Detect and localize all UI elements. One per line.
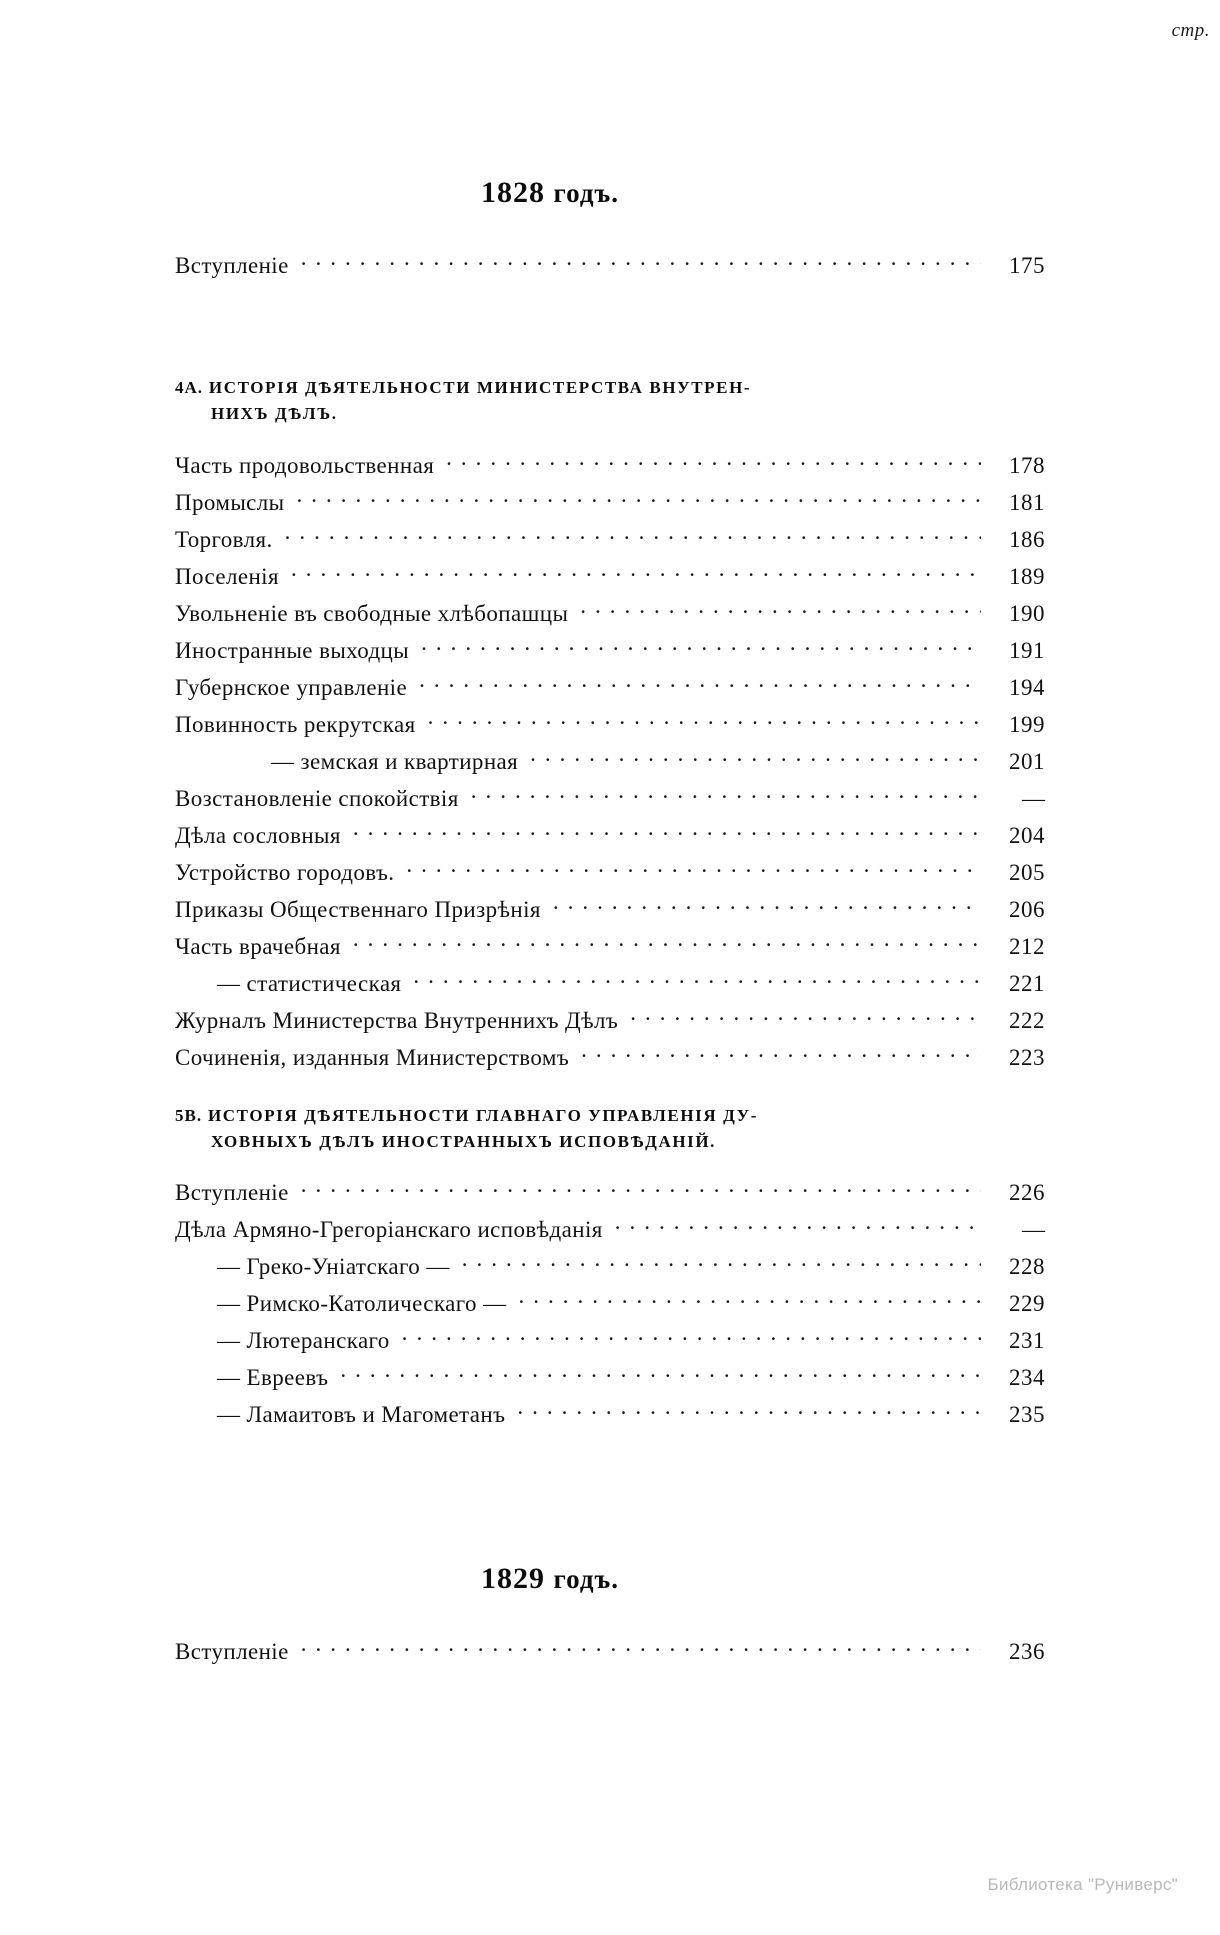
toc-entry-label: Сочиненія, изданныя Министерствомъ — [175, 1044, 570, 1070]
spacer — [175, 1436, 1045, 1526]
toc-entry-label: Увольненіе въ свободные хлѣбопашцы — [175, 600, 569, 626]
year-word: годъ. — [553, 178, 619, 208]
leader-dots — [518, 1288, 981, 1311]
toc-entry-label: — статистическая — [217, 970, 402, 996]
toc-entry[interactable] — [175, 450, 1045, 477]
toc-entry-sub[interactable] — [175, 1399, 1045, 1426]
toc-entry-label: Повинность рекрутская — [175, 711, 416, 737]
toc-entry[interactable] — [175, 1177, 1045, 1204]
leader-dots — [301, 1177, 981, 1200]
toc-entry-page: 236 — [1009, 1639, 1045, 1665]
toc-entry-label: Часть продовольственная — [175, 452, 435, 478]
toc-entry-sub[interactable] — [175, 1288, 1045, 1315]
year-word: годъ. — [553, 1564, 619, 1595]
library-watermark: Библиотека "Руниверс" — [987, 1875, 1178, 1894]
section-number: 5B. — [175, 1105, 203, 1125]
toc-entry-page: 205 — [1009, 859, 1045, 885]
toc-entry-page: 178 — [1009, 452, 1045, 478]
toc-entry-page: 175 — [1009, 253, 1045, 278]
toc-entry-sub[interactable] — [175, 1362, 1045, 1389]
spacer — [175, 285, 1045, 341]
toc-entry-page: 194 — [1009, 674, 1045, 700]
toc-entry[interactable] — [175, 487, 1045, 514]
toc-entry-intro-1829[interactable] — [175, 1636, 1045, 1663]
year-number: 1829 — [481, 1562, 546, 1596]
toc-entry[interactable] — [175, 709, 1045, 736]
section-heading-5b — [175, 1103, 1045, 1156]
year-heading-1828 — [175, 176, 1045, 210]
toc-entry[interactable] — [175, 598, 1045, 625]
leader-dots — [462, 1251, 981, 1274]
toc-entry-page: 204 — [1009, 822, 1045, 848]
toc-entry-page: 190 — [1009, 600, 1045, 626]
toc-list-5b — [175, 1177, 1045, 1426]
toc-entry[interactable] — [175, 783, 1045, 810]
leader-dots — [428, 709, 981, 732]
toc-entry[interactable] — [175, 894, 1045, 921]
toc-list-4a — [175, 450, 1045, 1069]
toc-entry-label: — Греко-Уніатскаго — — [217, 1254, 450, 1280]
toc-entry-page: 199 — [1009, 711, 1045, 737]
toc-entry-label: Иностранные выходцы — [175, 637, 410, 663]
year-heading-1829 — [175, 1562, 1045, 1596]
leader-dots — [301, 1636, 981, 1659]
leader-dots — [421, 635, 981, 658]
toc-entry-label: Дѣла Армяно-Грегоріанскаго исповѣданія — [175, 1217, 603, 1243]
section-title-line-1: ИСТОРІЯ ДѢЯТЕЛЬНОСТИ МИНИСТЕРСТВА ВНУТРЕН- — [208, 378, 752, 397]
toc-entry-label: Вступленіе — [175, 1639, 289, 1665]
toc-entry[interactable] — [175, 931, 1045, 958]
toc-entry-page: 223 — [1009, 1044, 1045, 1070]
toc-entry-page: 222 — [1009, 1007, 1045, 1033]
toc-entry-intro-1828[interactable] — [175, 250, 1045, 277]
toc-entry-sub[interactable] — [175, 1251, 1045, 1278]
toc-entry[interactable] — [175, 1042, 1045, 1069]
section-heading-4a — [175, 375, 1045, 428]
toc-entry-page: 226 — [1009, 1180, 1045, 1206]
toc-entry-label: Губернское управленіе — [175, 674, 408, 700]
leader-dots — [581, 1042, 981, 1065]
toc-entry-label: Дѣла сословныя — [175, 822, 341, 848]
column-header-page-label: стр. — [1171, 20, 1210, 41]
toc-entry-page: 191 — [1009, 637, 1045, 663]
toc-entry-sub[interactable] — [175, 1325, 1045, 1352]
toc-entry-label: — Ламаитовъ и Магометанъ — [217, 1402, 506, 1428]
toc-entry-page: 212 — [1009, 933, 1045, 959]
toc-entry[interactable] — [175, 524, 1045, 551]
leader-dots — [301, 250, 981, 273]
toc-entry[interactable] — [175, 1005, 1045, 1032]
leader-dots — [353, 820, 981, 843]
toc-entry[interactable] — [175, 635, 1045, 662]
leader-dots — [340, 1362, 981, 1385]
toc-entry-sub[interactable] — [175, 746, 1045, 773]
toc-entry-page: 181 — [1009, 489, 1045, 515]
toc-entry-label: Журналъ Министерства Внутреннихъ Дѣлъ — [175, 1007, 619, 1033]
section-title-line-2: НИХЪ ДѢЛЪ. — [211, 404, 338, 424]
leader-dots — [517, 1399, 981, 1422]
toc-entry-page: 235 — [1009, 1402, 1045, 1428]
toc-entry-label: Устройство городовъ. — [175, 859, 395, 885]
toc-entry[interactable] — [175, 672, 1045, 699]
toc-entry-page: 231 — [1009, 1328, 1045, 1354]
toc-entry-page: 234 — [1009, 1365, 1045, 1391]
toc-entry-page: — — [1022, 1217, 1045, 1243]
toc-entry[interactable] — [175, 561, 1045, 588]
leader-dots — [406, 857, 981, 880]
toc-entry-label: Приказы Общественнаго Призрѣнія — [175, 896, 541, 922]
leader-dots — [285, 524, 981, 547]
toc-entry[interactable] — [175, 820, 1045, 847]
leader-dots — [580, 598, 981, 621]
toc-entry-label: Вступленіе — [175, 253, 289, 278]
leader-dots — [353, 931, 981, 954]
toc-entry-page: 206 — [1009, 896, 1045, 922]
leader-dots — [291, 561, 981, 584]
toc-entry-page: 189 — [1009, 563, 1045, 589]
leader-dots — [419, 672, 981, 695]
leader-dots — [297, 487, 981, 510]
toc-entry-label: Возстановленіе спокойствія — [175, 785, 459, 811]
leader-dots — [471, 783, 981, 806]
leader-dots — [615, 1214, 981, 1237]
toc-entry-label: — Лютеранскаго — [217, 1328, 390, 1354]
toc-entry[interactable] — [175, 857, 1045, 884]
leader-dots — [446, 450, 981, 473]
toc-entry-label: Промыслы — [175, 489, 285, 515]
section-number: 4A. — [175, 378, 204, 397]
year-number: 1828 — [481, 176, 546, 209]
leader-dots — [402, 1325, 981, 1348]
toc-entry-page: 229 — [1009, 1291, 1045, 1317]
toc-entry-label: Поселенія — [175, 563, 279, 589]
toc-entry-label: Торговля. — [175, 526, 273, 552]
section-title-line-2: ХОВНЫХЪ ДѢЛЪ ИНОСТРАННЫХЪ ИСПОВѢДАНІЙ. — [211, 1132, 717, 1152]
table-of-contents — [175, 140, 1045, 1671]
toc-entry-page: 221 — [1009, 970, 1045, 996]
toc-entry-sub[interactable] — [175, 968, 1045, 995]
toc-entry-label: — земская и квартирная — [271, 748, 519, 774]
leader-dots — [530, 746, 981, 769]
toc-entry-page: 201 — [1009, 748, 1045, 774]
toc-entry-label: — Евреевъ — [217, 1365, 329, 1391]
leader-dots — [553, 894, 981, 917]
toc-entry-label: — Римско-Католическаго — — [217, 1291, 507, 1317]
toc-entry-page: 186 — [1009, 526, 1045, 552]
toc-entry-label: Вступленіе — [175, 1180, 289, 1206]
toc-entry[interactable] — [175, 1214, 1045, 1241]
toc-entry-page: 228 — [1009, 1254, 1045, 1280]
leader-dots — [413, 968, 981, 991]
leader-dots — [630, 1005, 981, 1028]
toc-entry-label: Часть врачебная — [175, 933, 341, 959]
toc-entry-page: — — [1022, 785, 1045, 811]
section-title-line-1: ИСТОРІЯ ДѢЯТЕЛЬНОСТИ ГЛАВНАГО УПРАВЛЕНІЯ ДУ- — [207, 1105, 758, 1125]
